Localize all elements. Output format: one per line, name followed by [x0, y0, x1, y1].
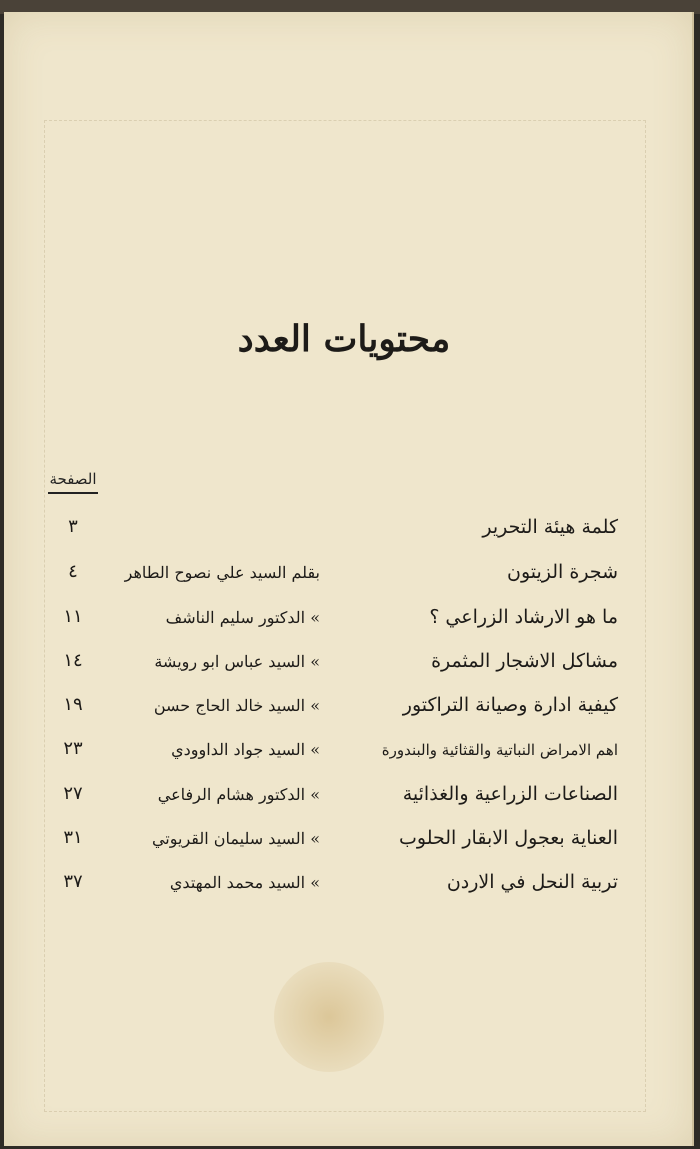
- toc-row: [0, 871, 688, 901]
- page-number: ٣١: [63, 827, 83, 848]
- page-number-header: الصفحة: [48, 470, 98, 494]
- article-title: ما هو الارشاد الزراعي ؟: [429, 606, 618, 628]
- article-author: » السيد خالد الحاج حسن: [153, 696, 320, 715]
- article-title: الصناعات الزراعية والغذائية: [402, 783, 618, 805]
- toc-row: [0, 606, 688, 636]
- page-number: ٢٧: [63, 783, 83, 804]
- article-author: » السيد سليمان القريوتي: [151, 829, 320, 848]
- page-number: ٣٧: [63, 871, 83, 892]
- toc-row: [0, 738, 688, 768]
- page-number: ٤: [68, 561, 78, 582]
- page-number: ١١: [63, 606, 83, 627]
- article-author: بقلم السيد علي نصوح الطاهر: [124, 563, 320, 582]
- article-title: كيفية ادارة وصيانة التراكتور: [402, 694, 618, 716]
- page-number: ٢٣: [63, 738, 83, 759]
- page-title: محتويات العدد: [237, 318, 451, 360]
- toc-row: [0, 694, 688, 724]
- page-number: ١٩: [63, 694, 83, 715]
- paper-stain: [274, 962, 384, 1072]
- article-author: » السيد عباس ابو رويشة: [154, 652, 320, 671]
- article-title: كلمة هيئة التحرير: [482, 516, 618, 538]
- article-title: مشاكل الاشجار المثمرة: [431, 650, 618, 672]
- article-title: شجرة الزيتون: [506, 561, 618, 583]
- toc-row: [0, 516, 688, 546]
- article-title: تربية النحل في الاردن: [446, 871, 618, 893]
- toc-row: [0, 827, 688, 857]
- toc-row: [0, 561, 688, 591]
- page-number: ٣: [68, 516, 78, 537]
- page-number: ١٤: [63, 650, 83, 671]
- toc-row: [0, 783, 688, 813]
- toc-row: [0, 650, 688, 680]
- article-author: » السيد محمد المهتدي: [169, 873, 320, 892]
- article-author: » الدكتور سليم الناشف: [165, 608, 320, 627]
- article-author: » السيد جواد الداوودي: [171, 740, 320, 759]
- article-author: » الدكتور هشام الرفاعي: [157, 785, 320, 804]
- article-title: العناية بعجول الابقار الحلوب: [399, 827, 618, 849]
- article-title: اهم الامراض النباتية والقثائية والبندورة: [381, 741, 618, 759]
